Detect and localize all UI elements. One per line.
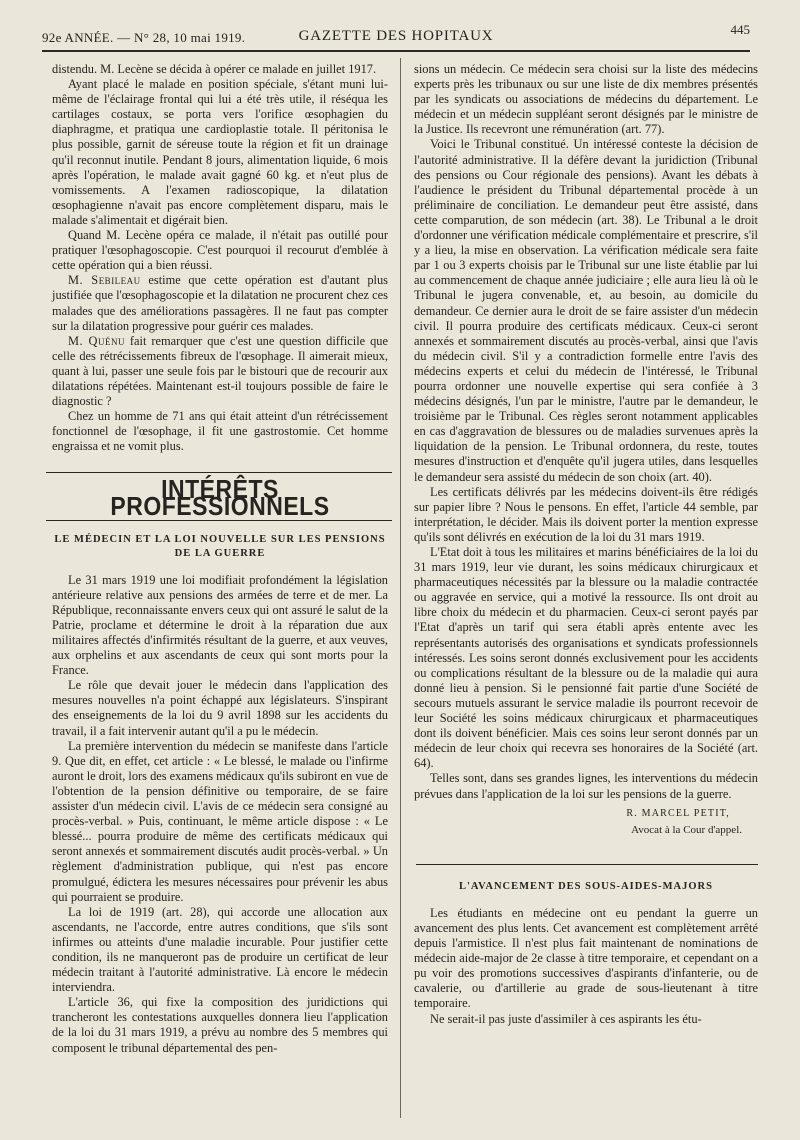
author-signature: R. MARCEL PETIT, xyxy=(626,807,730,819)
section-rule xyxy=(46,472,392,473)
journal-title: GAZETTE DES HOPITAUX xyxy=(298,28,494,44)
page-number: 445 xyxy=(730,22,750,37)
paragraph: sions un médecin. Ce médecin sera choisi sur la liste des médecins experts près les tribunaux ou sur une liste de dix membres présentés par les syndicats ou associations de médecins du département. Le médecin et un médecin suppléant seront désignés par le ministre de la Justice. Ils recevront une rémunération (art. 77). xyxy=(414,62,758,137)
paragraph: Le 31 mars 1919 une loi modifiait profondément la législation antérieure relative aux pensions des armées de terre et de mer. La République, reconnaissante envers ceux qui ont assuré le salut de la Patrie, proclame et détermine le droit à la réparation due aux militaires affectés d'infirmités résultant de la guerre, et aux veuves, aux orphelins et aux ascendants de ceux qui sont morts pour la France. xyxy=(52,572,388,678)
paragraph xyxy=(52,334,388,409)
issue-info: 92e ANNÉE. — N° 28, 10 mai 1919. xyxy=(42,30,246,45)
paragraph: Les étudiants en médecine ont eu pendant la guerre un avancement des plus lents. Cet avancement est complètement arrêté depuis l'armistice. Il n'est plus fait maintenant de nominations de médecin aide-major de 2e classe à titre temporaire, et cependant on a pu voir des promotions successives d'aspirants d'infanterie, ou de cavalerie, ou d'artillerie au grade de sous-lieutenant à titre temporaire. xyxy=(414,905,758,1011)
article-title: L'AVANCEMENT DES SOUS-AIDES-MAJORS xyxy=(459,880,713,892)
paragraph: L'Etat doit à tous les militaires et marins bénéficiaires de la loi du 31 mars 1919, leur vie durant, les soins médicaux chirurgicaux et pharmaceutiques nécessités par la blessure ou la maladie contractée ou aggravée en service, qui a motivé la ressource. Ils ont droit au libre choix du médecin et du pharmacien. Ceux-ci seront payés par l'Etat d'après un tarif qui sera établi après entente avec les représentants autorisés des organisations et syndicats professionnels intéressés. Les soins seront donnés exclusivement pour les accidents ou complications résultant de la blessure ou de la maladie qui aura donné lieu à pension. Si le pensionné fait partie d'une Société de secours mutuels assurant le service maladie ils pourront recevoir de leur Société les soins médicaux chirurgicaux et pharmaceutiques dont ils doivent bénéficier. Mais ces soins leur seront donnés par un médecin de leur choix qui recevra ses honoraires de la Société (art. 64). xyxy=(414,545,758,771)
paragraph: La première intervention du médecin se manifeste dans l'article 9. Que dit, en effet, cet article : « Le blessé, le malade ou l'infirme auront le droit, lors des examens médicaux qu'ils subiront en vue de l'obtention de la pension définitive ou temporaire, de se faire assister d'un médecin civil. L'avis de ce médecin sera consigné au procès-verbal. » Puis, continuant, le même article dispose : « Le blessé... pourra produire de même des certificats médicaux qui seront annexés et sommairement discutés audit procès-verbal. » Un règlement d'administration publique, qui n'est pas encore promulgué, édictera les mesures nécessaires pour prévenir les abus qui pourraient se produire. xyxy=(52,738,389,904)
right-column xyxy=(414,62,758,1027)
paragraph: Ne serait-il pas juste d'assimiler à ces aspirants les étu- xyxy=(430,1011,702,1026)
speaker-name: M. Quénu xyxy=(68,333,125,348)
article-title-line: LE MÉDECIN ET LA LOI NOUVELLE SUR LES PENSIONS xyxy=(54,533,386,545)
section-title: INTÉRÊTS PROFESSIONNELS xyxy=(110,474,330,521)
paragraph: Telles sont, dans ses grandes lignes, les interventions du médecin prévues dans l'application de la loi sur les pensions de la guerre. xyxy=(414,771,758,801)
paragraph-text: fait remarquer que c'est une question difficile que celle des rétrécissements fibreux de l'œsophage. Il aimerait mieux, quant à lui, passer une seule fois par le bistouri que de recourir aux dilatations répétées. Maintenant est-il toujours possible de faire le diagnostic ? xyxy=(52,333,388,409)
article-title xyxy=(52,533,388,561)
article-separator xyxy=(416,864,758,865)
paragraph: Ayant placé le malade en position spéciale, s'étant muni lui-même de l'éclairage frontal qui lui a été très utile, il réséqua les cartilages costaux, se porta vers l'orifice œsophagien du diaphragme, et pratiqua une cardioplastie totale. Il péritonisa le plus possible, garnit de séreuse toute la région et fit un drainage qu'il reconnut inutile. Pendant 8 jours, alimentation liquide, 6 mois après l'opération, le malade avait gagné 60 kg. et n'eut plus de vomissements. A l'examen radioscopique, la dilatation œsophagienne n'avait pas encore complètement disparu, mais le malade s'alimentait et digérait bien. xyxy=(52,77,388,227)
page-header xyxy=(42,22,750,52)
left-column xyxy=(52,62,388,1056)
paragraph-text: estime que cette opération est d'autant plus justifiée que l'œsophagoscopie et la dilatation ne procurent chez ces malades que des améliorations passagères. Il ne faut pas compter sur la dilatation progressive pour guérir ces malades. xyxy=(52,273,388,333)
paragraph: distendu. M. Lecène se décida à opérer ce malade en juillet 1917. xyxy=(52,62,377,76)
paragraph: Chez un homme de 71 ans qui était atteint d'un rétrécissement fonctionnel de l'œsophage, il fit une gastrostomie. Cet homme engraissa et ne vomit plus. xyxy=(52,409,388,454)
column-divider xyxy=(400,58,401,1118)
paragraph: La loi de 1919 (art. 28), qui accorde une allocation aux ascendants, ne l'accorde, entre autres conditions, que s'ils sont infirmes ou atteints d'une maladie incurable. Pour justifier cette condition, ils ne manqueront pas de produire un certificat de leur médecin traitant à l'autorité administrative. Là encore le médecin interviendra. xyxy=(52,904,388,995)
paragraph: Quand M. Lecène opéra ce malade, il n'était pas outillé pour pratiquer l'œsophagoscopie. C'est pourquoi il recourut d'emblée à cette opération qui a bien réussi. xyxy=(52,228,388,273)
article-title-line: DE LA GUERRE xyxy=(174,547,266,559)
paragraph: L'article 36, qui fixe la composition des juridictions qui trancheront les contestations auxquelles donnera lieu l'application de la loi du 31 mars 1919, a prévu au nombre des 5 membres qui composent le tribunal départemental des pen- xyxy=(52,995,388,1055)
paragraph xyxy=(52,273,388,333)
author-role: Avocat à la Cour d'appel. xyxy=(631,823,742,836)
paragraph: Les certificats délivrés par les médecins doivent-ils être rédigés sur papier libre ? Nous le pensons. En effet, l'article 44 semble, par interprétation, le décider. Mais ils doivent porter la mention expresse qu'ils sont délivrés en exécution de la loi du 31 mars 1919. xyxy=(414,484,758,544)
paragraph: Le rôle que devait jouer le médecin dans l'application des mesures nouvelles n'a point échappé aux législateurs. S'inspirant des enseignements de la loi du 9 avril 1898 sur les accidents du travail, il a fait intervenir autant qu'il a pu le médecin. xyxy=(52,678,388,738)
speaker-name: M. Sebileau xyxy=(68,273,141,288)
paragraph: Voici le Tribunal constitué. Un intéressé conteste la décision de l'autorité administrative. Il la défère devant la juridiction (Tribunal des pensions ou Cour régionale des pensions). Avant les débats à l'audience le président du Tribunal départemental procède à un préliminaire de conciliation. Le demandeur peut être assisté, dans cette comparution, de son médecin (art. 38). Le Tribunal a le droit d'ordonner une vérification médicale complémentaire et prescrire, s'il y a lieu, la mise en observation. La vérification médicale sera faite par 1 ou 3 experts choisis par le Tribunal sur une liste établie par lui au commencement de chaque année judiciaire ; elle aura lieu là où le Tribunal le jugera convenable, et, au besoin, au domicile du demandeur. Ce dernier aura le droit de se faire assister d'un médecin civil. Il pourra produire des certificats médicaux. Ceux-ci seront annexés et sommairement discutés au procès-verbal, ainsi que l'avis du médecin civil. S'il y a contradiction formelle entre l'avis des médecins experts et celui du médecin de l'intéressé, le Tribunal pourra ordonner une nouvelle expertise qui sera confiée à 3 médecins désignés, l'un par le ministre, l'autre par le demandeur, le troisième par le Tribunal. Ces règles seront notamment applicables en cas d'aggravation de blessures ou de maladies survenues après la liquidation de la pension. Le Tribunal ordonnera, du reste, toutes mesures d'instruction et d'enquête qu'il jugera utiles, dans lesquelles le demandeur sera assisté du médecin de son choix (art. 40). xyxy=(414,137,758,484)
